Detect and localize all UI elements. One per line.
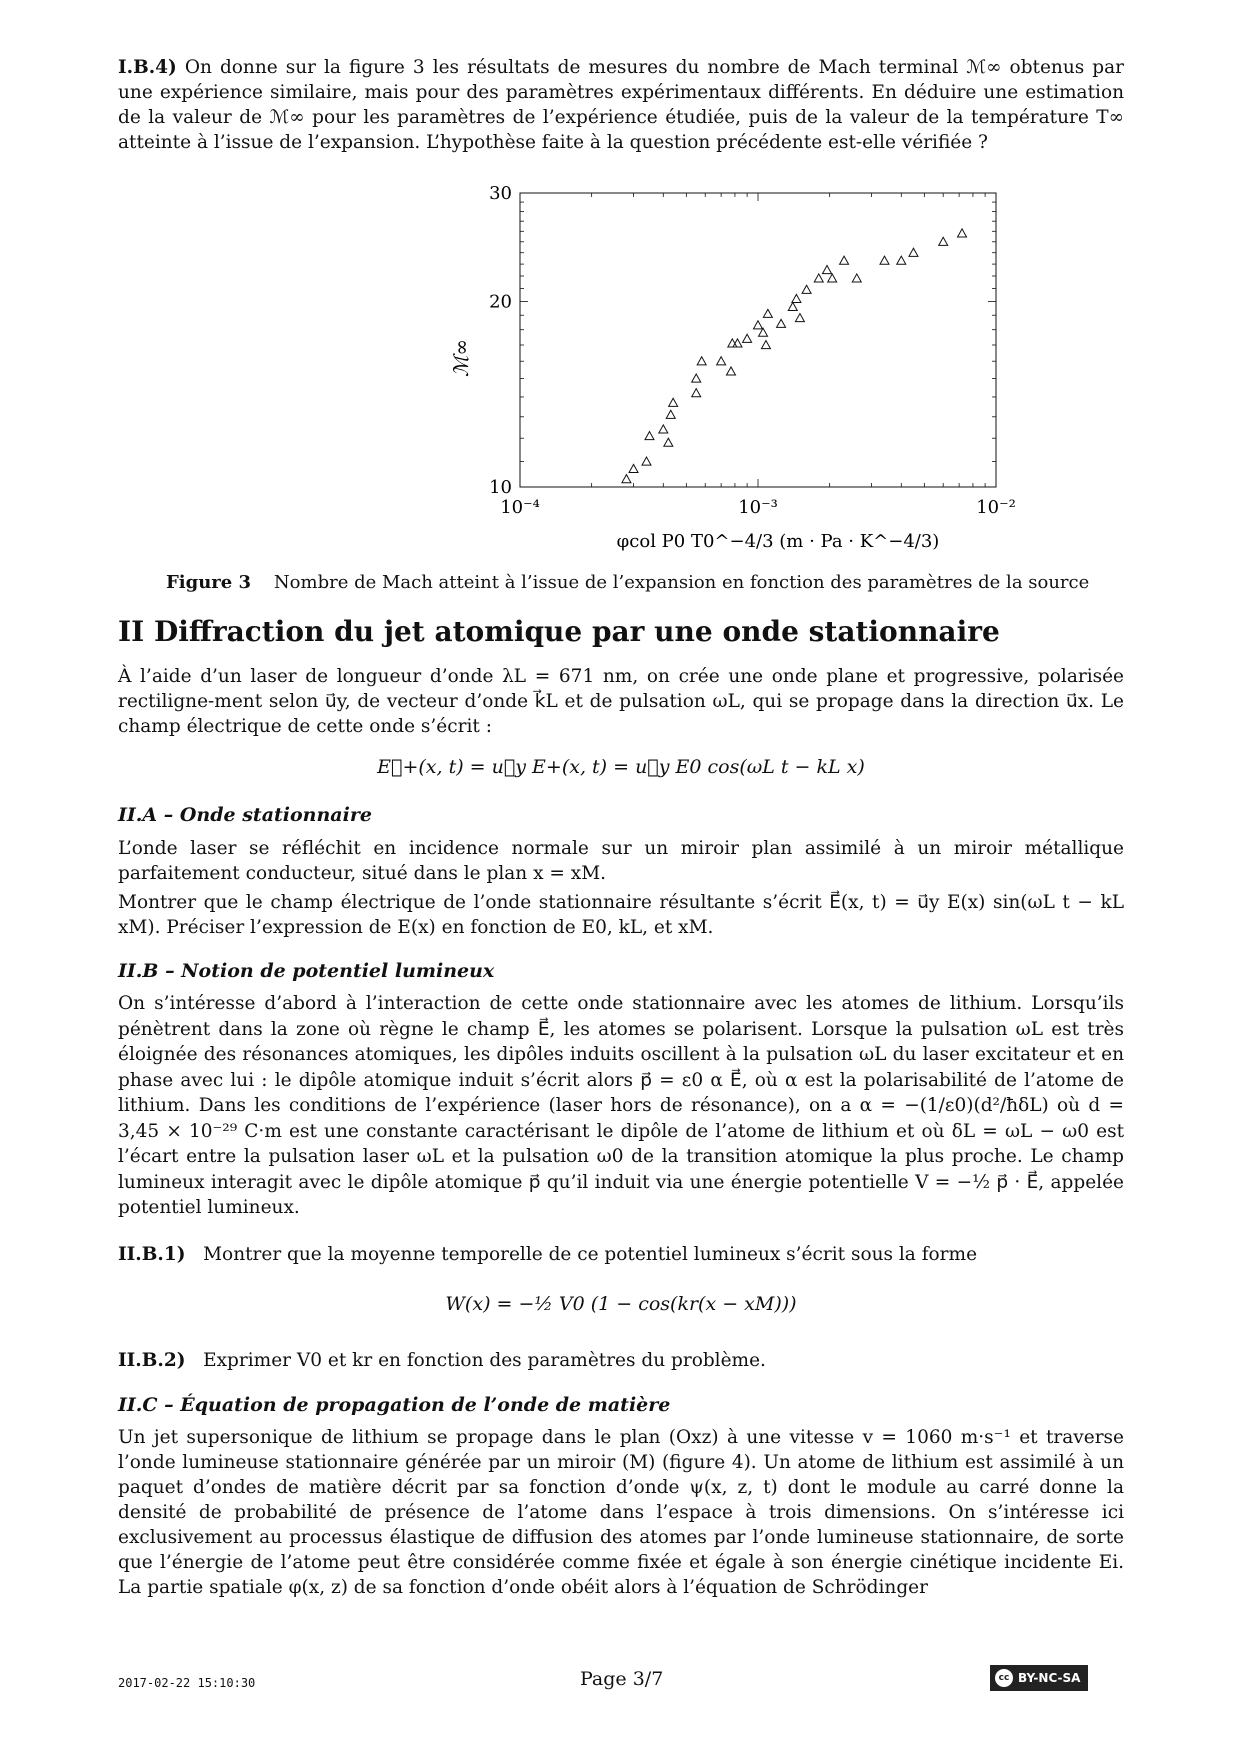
data-point	[823, 265, 832, 273]
data-point	[763, 309, 772, 317]
question-number: II.B.2)	[118, 1350, 186, 1371]
data-point	[777, 319, 786, 327]
x-axis-label: φcol P0 T0^−4/3 (m · Pa · K^−4/3)	[616, 531, 940, 552]
y-axis-label: ℳ∞	[449, 338, 473, 378]
figure-3-caption	[166, 572, 1126, 593]
data-point	[697, 357, 706, 365]
x-tick-label: 10⁻²	[976, 497, 1016, 518]
question-iib2	[118, 1348, 1124, 1373]
section-intro: À l’aide d’un laser de longueur d’onde λL = 671 nm, on crée une onde plane et progressive, polarisée rectiligne-ment selon u⃗y, de vecteur d’onde k⃗L et de pulsation ωL, qui se propage dans la direction u⃗x. Le champ électrique de cette onde s’écrit :	[118, 666, 1124, 737]
data-point	[802, 285, 811, 293]
data-point	[814, 274, 823, 282]
data-point	[840, 256, 849, 264]
y-tick-label: 10	[489, 477, 512, 498]
subsection-title-iia: II.A – Onde stationnaire	[118, 804, 372, 826]
equation-1: E⃗+(x, t) = u⃗y E+(x, t) = u⃗y E0 cos(ωL t − kL x)	[377, 756, 865, 778]
figure-3-chart	[288, 175, 1018, 560]
data-point	[792, 294, 801, 302]
data-point	[880, 256, 889, 264]
x-tick-label: 10⁻⁴	[500, 497, 540, 518]
data-point	[622, 475, 631, 483]
data-point	[717, 357, 726, 365]
equation-2: W(x) = −½ V0 (1 − cos(kr(x − xM)))	[445, 1293, 797, 1315]
caption-label: Figure 3	[166, 572, 252, 593]
iia-paragraph-1: L’onde laser se réfléchit en incidence normale sur un miroir plan assimilé à un miroir métallique parfaitement conducteur, situé dans le plan x = xM.	[118, 838, 1124, 884]
data-point	[669, 398, 678, 406]
data-point	[761, 340, 770, 348]
x-tick-label: 10⁻³	[738, 497, 778, 518]
caption-text: Nombre de Mach atteint à l’issue de l’expansion en fonction des paramètres de la source	[273, 572, 1090, 593]
license-text: BY-NC-SA	[1018, 1671, 1081, 1685]
subsection-title-iib: II.B – Notion de potentiel lumineux	[118, 960, 495, 982]
data-point	[666, 410, 675, 418]
question-number: II.B.1)	[118, 1244, 186, 1265]
iic-paragraph-1: Un jet supersonique de lithium se propage dans le plan (Oxz) à une vitesse v = 1060 m·s⁻¹ et traverse l’onde lumineuse stationnaire générée par un miroir (M) (figure 4). Un atome de lithium est assimilé à un paquet d’ondes de matière décrit par sa fonction d’onde ψ(x, z, t) dont le module au carré donne la densité de probabilité de présence de l’atome dans l’espace à trois dimensions. On s’intéresse ici exclusivement au processus élastique de diffusion des atomes par l’onde lumineuse stationnaire, de sorte que l’énergie de l’atome peut être considérée comme fixée et égale à son énergie cinétique incidente Ei. La partie spatiale φ(x, z) de sa fonction d’onde obéit alors à l’équation de Schrödinger	[118, 1427, 1124, 1598]
data-point	[642, 457, 651, 465]
question-text: Montrer que la moyenne temporelle de ce potentiel lumineux s’écrit sous la forme	[203, 1244, 978, 1265]
question-number: I.B.4)	[118, 57, 177, 78]
plot-frame	[520, 193, 996, 487]
data-point	[629, 464, 638, 472]
data-point	[828, 274, 837, 282]
data-point	[645, 431, 654, 439]
data-point	[795, 314, 804, 322]
data-point	[726, 367, 735, 375]
section-title: II Diffraction du jet atomique par une onde stationnaire	[118, 615, 1000, 648]
data-point	[909, 248, 918, 256]
data-point	[759, 328, 768, 336]
data-point	[692, 374, 701, 382]
question-text: Exprimer V0 et kr en fonction des paramètres du problème.	[203, 1350, 766, 1371]
iib-paragraph-1: On s’intéresse d’abord à l’interaction de cette onde stationnaire avec les atomes de lithium. Lorsqu’ils pénètrent dans la zone où règne le champ E⃗, les atomes se polarisent. Lorsque la pulsation ωL est très éloignée des résonances atomiques, les dipôles induits oscillent à la pulsation ωL du laser excitateur et en phase avec lui : le dipôle atomique induit s’écrit alors p⃗ = ε0 α E⃗, où α est la polarisabilité de l’atome de lithium. Dans les conditions de l’expérience (laser hors de résonance), on a α = −(1/ε0)(d²/ħδL) où d = 3,45 × 10⁻²⁹ C·m est une constante caractérisant le dipôle de l’atome de lithium et où δL = ωL − ω0 est l’écart entre la pulsation laser ωL et la pulsation ω0 de la transition atomique la plus proche. Le champ lumineux interagit avec le dipôle atomique p⃗ qu’il induit via une énergie potentielle V = −½ p⃗ · E⃗, appelée potentiel lumineux.	[118, 993, 1124, 1218]
subsection-title-iic: II.C – Équation de propagation de l’onde de matière	[118, 1394, 671, 1416]
footer-page-number: Page 3/7	[580, 1668, 664, 1690]
y-tick-label: 20	[489, 291, 512, 313]
license-badge	[990, 1665, 1088, 1691]
data-point	[939, 237, 948, 245]
data-point	[958, 229, 967, 237]
cc-icon: cc	[995, 1669, 1013, 1687]
data-point	[897, 256, 906, 264]
question-text: On donne sur la figure 3 les résultats de mesures du nombre de Mach terminal ℳ∞ obtenus par une expérience similaire, mais pour des paramètres expérimentaux différents. En déduire une estimation de la valeur de ℳ∞ pour les paramètres de l’expérience étudiée, puis de la valeur de la température T∞ atteinte à l’issue de l’expansion. L’hypothèse faite à la question précédente est-elle vérifiée ?	[118, 57, 1124, 153]
data-point	[852, 274, 861, 282]
y-tick-label: 30	[489, 183, 512, 204]
data-point	[754, 321, 763, 329]
data-point	[788, 302, 797, 310]
data-point	[692, 389, 701, 397]
footer-timestamp: 2017-02-22 15:10:30	[118, 1676, 256, 1690]
iia-paragraph-2: Montrer que le champ électrique de l’onde stationnaire résultante s’écrit E⃗(x, t) = u⃗y E(x) sin(ωL t − kL xM). Préciser l’expression de E(x) en fonction de E0, kL, et xM.	[118, 892, 1124, 938]
question-ib4	[118, 55, 1124, 155]
data-point	[664, 438, 673, 446]
data-point	[659, 425, 668, 433]
question-iib1	[118, 1242, 1124, 1267]
data-point	[743, 334, 752, 342]
